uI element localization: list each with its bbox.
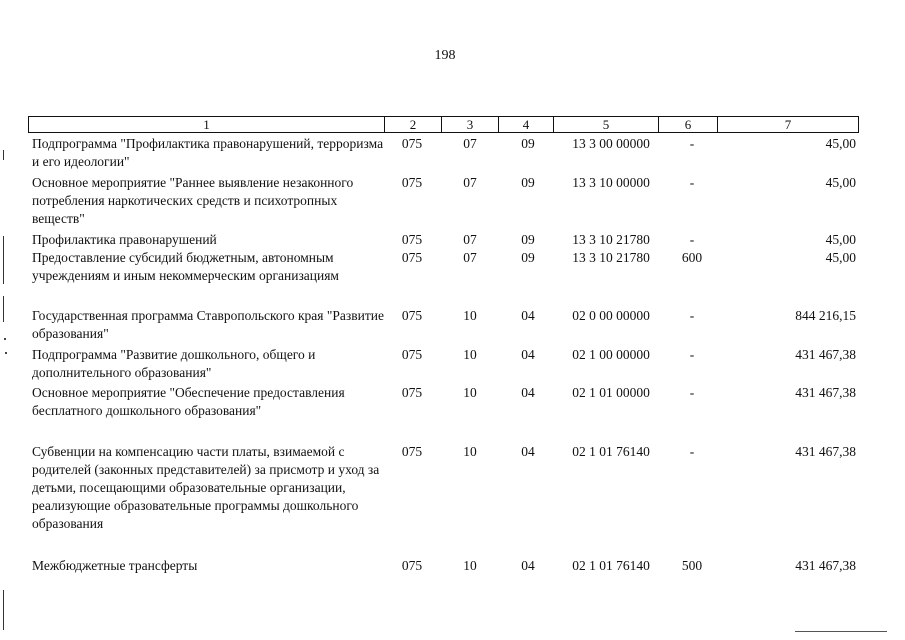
row-col-5: 13 3 00 00000: [572, 136, 650, 151]
page-number: 198: [434, 48, 456, 63]
row-name: Подпрограмма "Развитие дошкольного, общего и дополнительного образования": [32, 347, 316, 380]
row-col-3: 10: [463, 308, 477, 323]
row-name: Подпрограмма "Профилактика правонарушений, терроризма и его идеологии": [32, 136, 384, 169]
scan-mark: [795, 631, 887, 632]
row-name: Предоставление субсидий бюджетным, автономным учреждениям и иным некоммерческим организациям: [32, 250, 339, 283]
header-col-3: 3: [442, 117, 499, 132]
row-name: Профилактика правонарушений: [32, 232, 217, 247]
row-col-4: 09: [521, 250, 535, 265]
row-col-3: 10: [463, 558, 477, 573]
row-col-4: 04: [521, 308, 535, 323]
header-col-1: 1: [29, 117, 385, 132]
scan-mark: [3, 150, 4, 160]
row-col-7: 45,00: [825, 136, 856, 151]
row-col-4: 04: [521, 558, 535, 573]
row-col-5: 02 1 00 00000: [572, 347, 650, 362]
row-col-3: 07: [463, 136, 477, 151]
row-col-3: 07: [463, 175, 477, 190]
row-col-2: 075: [401, 136, 423, 151]
row-col-3: 10: [463, 444, 477, 459]
row-col-6: -: [689, 385, 695, 400]
row-name: Государственная программа Ставропольского края "Развитие образования": [32, 308, 384, 341]
row-col-2: 075: [401, 308, 423, 323]
row-col-4: 04: [521, 385, 535, 400]
row-col-5: 13 3 10 21780: [572, 250, 650, 265]
row-name: Субвенции на компенсацию части платы, взимаемой с родителей (законных представителей) за присмотр и уход за детьми, посещающими образовательные организации, реализующие образовательные программы дошкольного образования: [32, 444, 380, 531]
row-col-7: 431 467,38: [795, 347, 856, 362]
row-col-2: 075: [401, 250, 423, 265]
row-col-6: -: [689, 175, 695, 190]
row-col-2: 075: [401, 444, 423, 459]
row-col-2: 075: [401, 347, 423, 362]
row-col-5: 02 1 01 76140: [572, 558, 650, 573]
row-col-2: 075: [401, 175, 423, 190]
row-col-7: 431 467,38: [795, 444, 856, 459]
table-header: [28, 116, 859, 133]
header-col-5: 5: [554, 117, 659, 132]
header-col-6: 6: [659, 117, 718, 132]
scan-mark: [4, 338, 6, 340]
row-col-2: 075: [401, 558, 423, 573]
row-col-7: 431 467,38: [795, 558, 856, 573]
row-col-6: 600: [681, 250, 703, 265]
row-col-2: 075: [401, 232, 423, 247]
row-col-4: 04: [521, 347, 535, 362]
row-col-4: 04: [521, 444, 535, 459]
scan-mark: [3, 296, 4, 322]
row-name: Основное мероприятие "Раннее выявление незаконного потребления наркотических средств и психотропных веществ": [32, 175, 354, 226]
row-col-2: 075: [401, 385, 423, 400]
row-col-6: -: [689, 232, 695, 247]
row-col-5: 02 0 00 00000: [572, 308, 650, 323]
row-col-5: 13 3 10 00000: [572, 175, 650, 190]
header-col-7: 7: [784, 117, 792, 132]
row-col-6: -: [689, 308, 695, 323]
row-col-6: -: [689, 347, 695, 362]
row-name: Межбюджетные трансферты: [32, 558, 198, 573]
row-col-7: 844 216,15: [795, 308, 856, 323]
row-col-3: 07: [463, 250, 477, 265]
row-col-5: 02 1 01 76140: [572, 444, 650, 459]
scan-mark: [3, 236, 4, 284]
row-col-4: 09: [521, 175, 535, 190]
header-col-4: 4: [499, 117, 554, 132]
row-name: Основное мероприятие "Обеспечение предоставления бесплатного дошкольного образования": [32, 385, 345, 418]
row-col-3: 10: [463, 385, 477, 400]
row-col-6: 500: [681, 558, 703, 573]
header-col-2: 2: [385, 117, 442, 132]
row-col-4: 09: [521, 232, 535, 247]
row-col-6: -: [689, 444, 695, 459]
row-col-7: 45,00: [825, 175, 856, 190]
row-col-4: 09: [521, 136, 535, 151]
row-col-3: 07: [463, 232, 477, 247]
row-col-6: -: [689, 136, 695, 151]
row-col-5: 13 3 10 21780: [572, 232, 650, 247]
row-col-5: 02 1 01 00000: [572, 385, 650, 400]
scan-mark: [3, 590, 4, 630]
row-col-7: 431 467,38: [795, 385, 856, 400]
row-col-7: 45,00: [825, 232, 856, 247]
row-col-3: 10: [463, 347, 477, 362]
scan-mark: [5, 352, 7, 354]
row-col-7: 45,00: [825, 250, 856, 265]
